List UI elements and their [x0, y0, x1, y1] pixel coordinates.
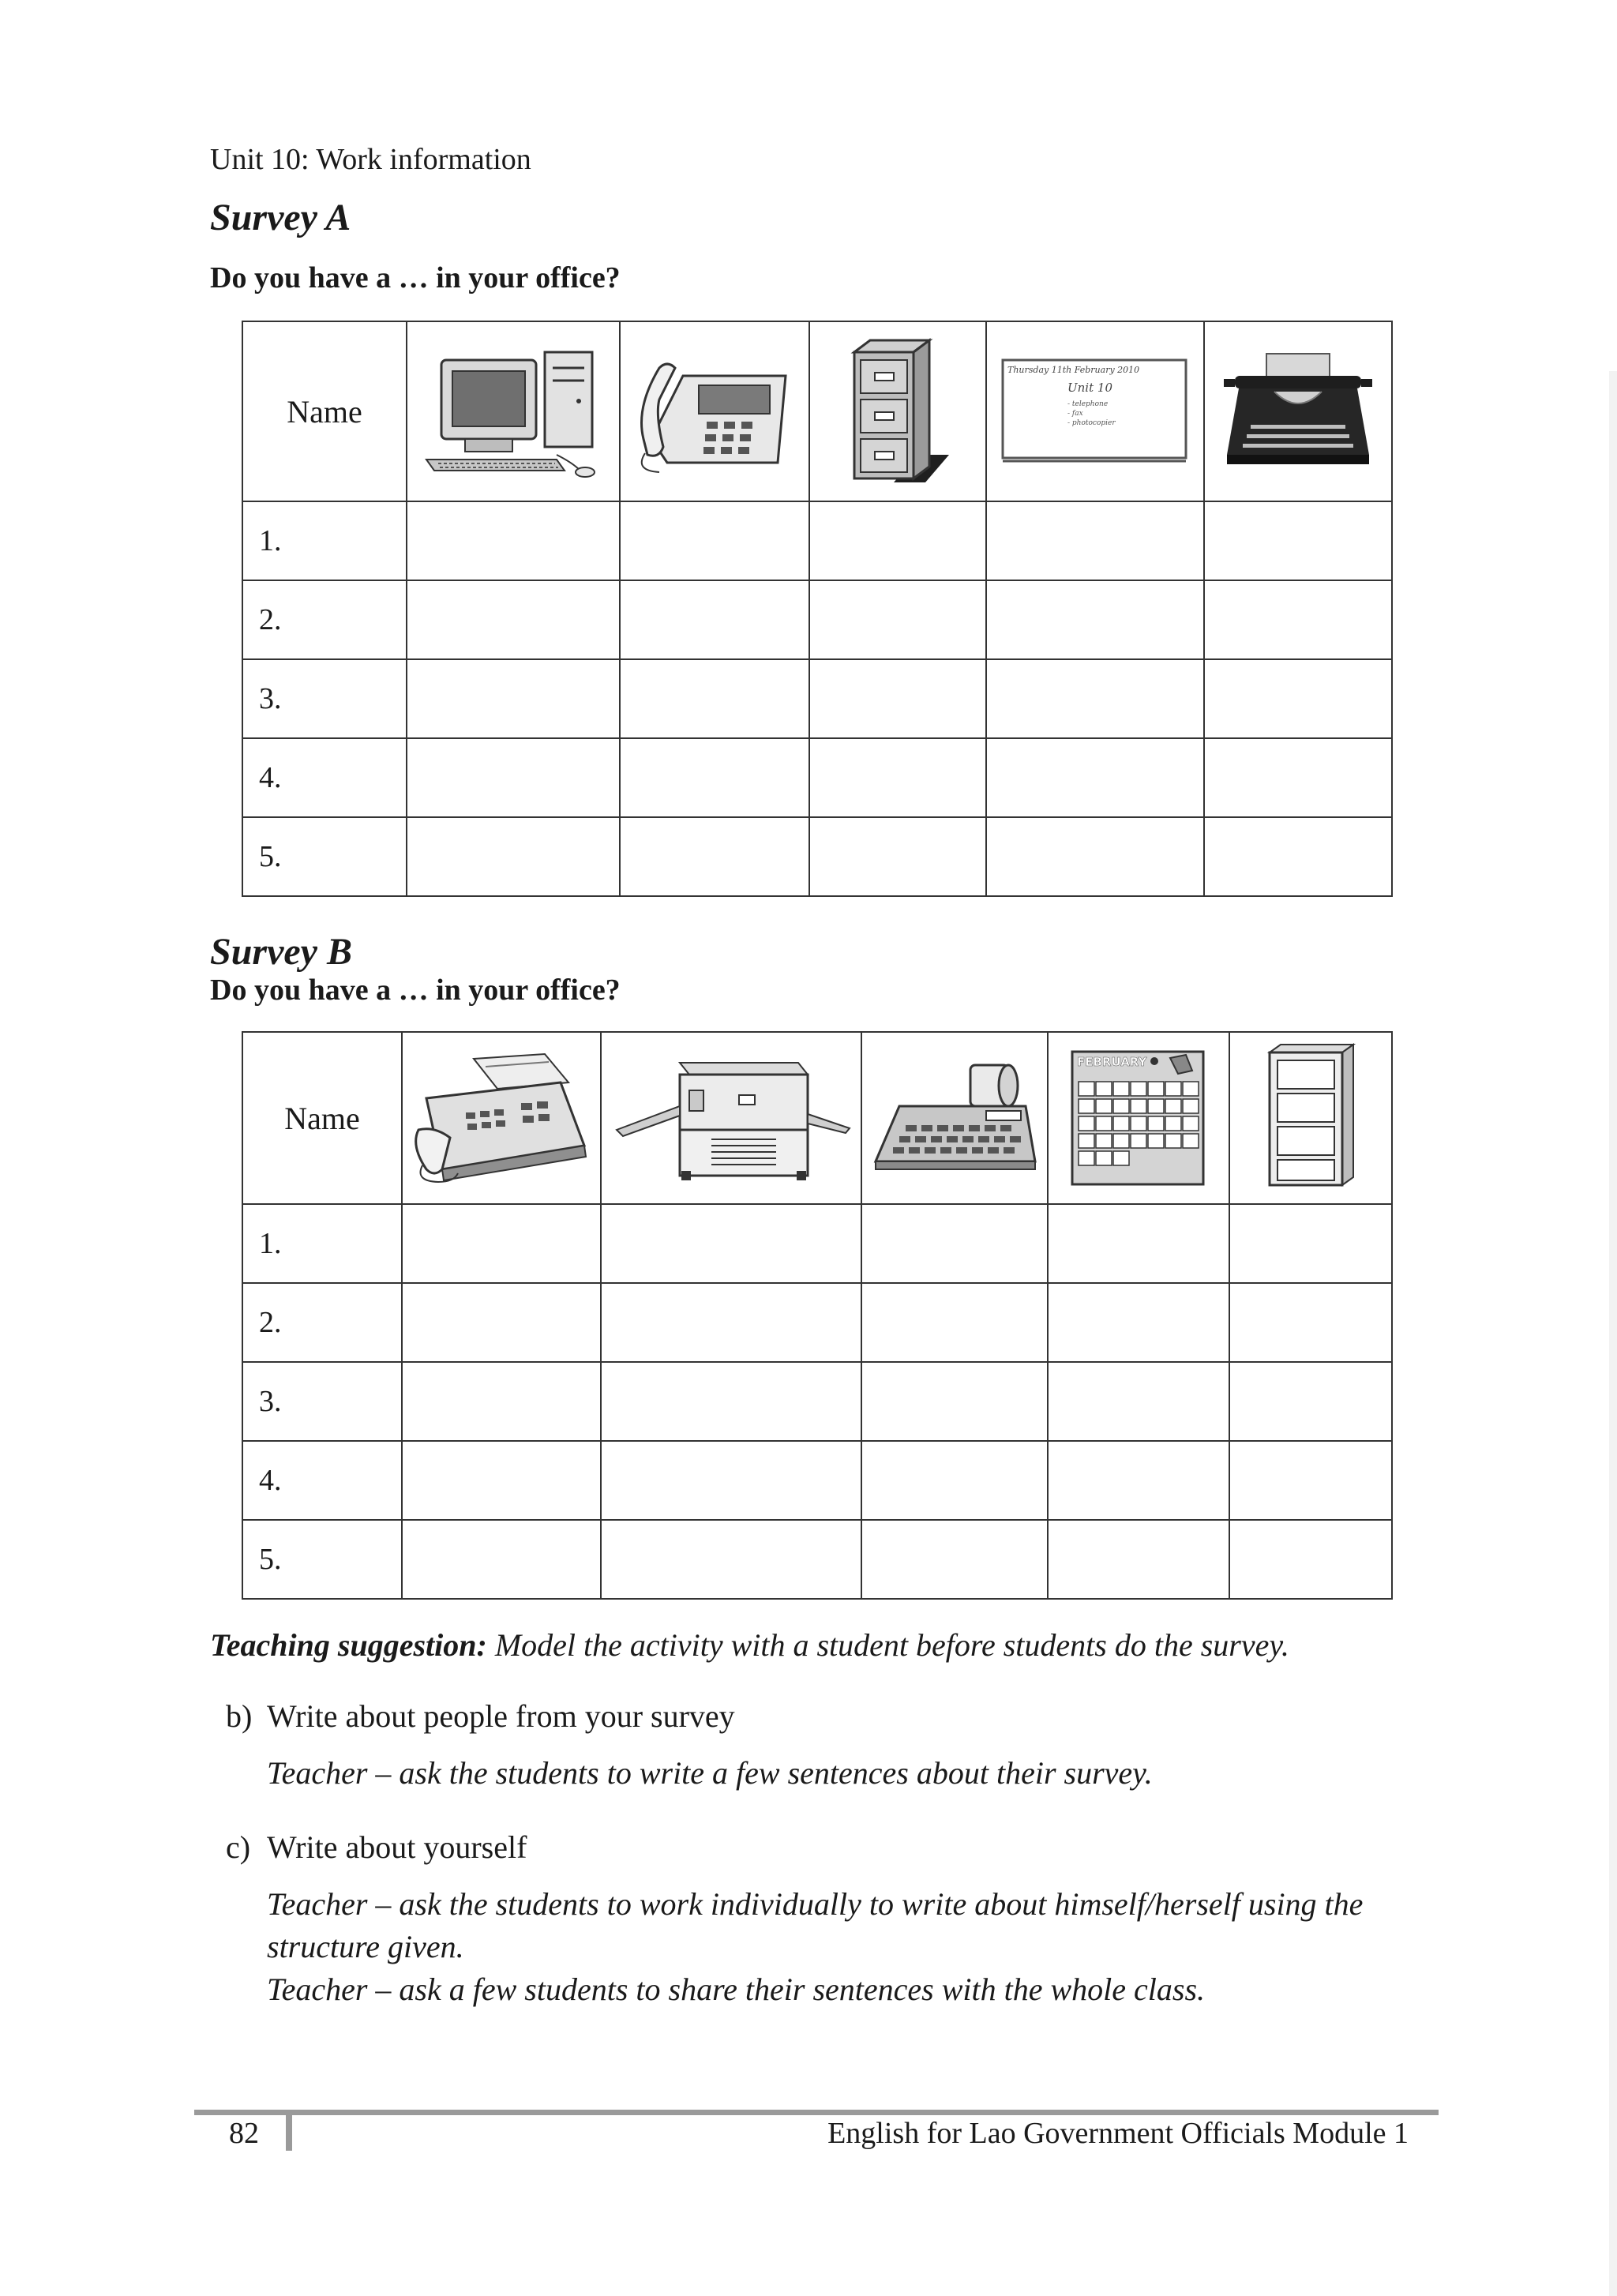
- answer-cell[interactable]: [809, 738, 986, 817]
- answer-cell[interactable]: [402, 1204, 601, 1283]
- page-number: 82: [229, 2117, 259, 2150]
- activity-b: [226, 1698, 735, 1735]
- calendar-cell: [1048, 1032, 1229, 1204]
- calendar-icon: [1067, 1047, 1210, 1189]
- photocopier-icon: [609, 1051, 854, 1185]
- teaching-suggestion: [210, 1626, 1289, 1664]
- activity-c-text: Write about yourself: [267, 1829, 527, 1865]
- computer-icon: [422, 344, 604, 478]
- whiteboard-icon: [996, 352, 1194, 471]
- row-number: 2.: [242, 1283, 402, 1362]
- answer-cell[interactable]: [601, 1362, 861, 1441]
- whiteboard-line-3: - photocopier: [1067, 419, 1116, 427]
- calculator-cell: [861, 1032, 1048, 1204]
- survey-a-title: Survey A: [210, 197, 351, 238]
- answer-cell[interactable]: [407, 817, 620, 896]
- footer-rule: [194, 2110, 1439, 2115]
- answer-cell[interactable]: [1204, 580, 1392, 659]
- survey-a-question: Do you have a … in your office?: [210, 261, 621, 295]
- table-row: [242, 501, 1392, 580]
- activity-c-note-3: Teacher – ask a few students to share their sentences with the whole class.: [267, 1971, 1206, 2007]
- answer-cell[interactable]: [1204, 659, 1392, 738]
- survey-a-name-header: Name: [242, 321, 407, 501]
- teaching-suggestion-label: Teaching suggestion:: [210, 1627, 487, 1663]
- answer-cell[interactable]: [809, 501, 986, 580]
- answer-cell[interactable]: [407, 659, 620, 738]
- survey-b-table: [242, 1031, 1393, 1600]
- answer-cell[interactable]: [986, 501, 1204, 580]
- activity-b-label: b): [226, 1698, 253, 1734]
- book-title: English for Lao Government Officials Module 1: [827, 2117, 1409, 2150]
- answer-cell[interactable]: [601, 1204, 861, 1283]
- telephone-icon: [636, 344, 793, 478]
- table-row: [242, 1204, 1392, 1283]
- answer-cell[interactable]: [1048, 1441, 1229, 1520]
- answer-cell[interactable]: [861, 1362, 1048, 1441]
- whiteboard-date: Thursday 11th February 2010: [1007, 365, 1140, 375]
- table-row: [242, 1283, 1392, 1362]
- answer-cell[interactable]: [601, 1441, 861, 1520]
- table-row: [242, 1441, 1392, 1520]
- table-row: [242, 580, 1392, 659]
- answer-cell[interactable]: [620, 817, 809, 896]
- survey-b-name-header: Name: [242, 1032, 402, 1204]
- row-number: 2.: [242, 580, 407, 659]
- table-row: [242, 1362, 1392, 1441]
- answer-cell[interactable]: [402, 1441, 601, 1520]
- row-number: 4.: [242, 1441, 402, 1520]
- answer-cell[interactable]: [402, 1362, 601, 1441]
- answer-cell[interactable]: [407, 501, 620, 580]
- answer-cell[interactable]: [1048, 1204, 1229, 1283]
- answer-cell[interactable]: [1048, 1362, 1229, 1441]
- activity-c-note-1: Teacher – ask the students to work individually to write about himself/herself using the: [267, 1886, 1364, 1922]
- answer-cell[interactable]: [1229, 1520, 1392, 1599]
- fax-machine-cell: [402, 1032, 601, 1204]
- answer-cell[interactable]: [809, 817, 986, 896]
- survey-b-title: Survey B: [210, 931, 352, 973]
- survey-a-header-row: [242, 321, 1392, 501]
- row-number: 1.: [242, 1204, 402, 1283]
- activity-c-label: c): [226, 1829, 251, 1865]
- calculator-icon: [868, 1059, 1041, 1177]
- answer-cell[interactable]: [1229, 1204, 1392, 1283]
- photocopier-cell: [601, 1032, 861, 1204]
- answer-cell[interactable]: [986, 817, 1204, 896]
- whiteboard-line-2: - fax: [1067, 410, 1083, 418]
- typewriter-cell: [1204, 321, 1392, 501]
- fax-machine-icon: [411, 1051, 592, 1185]
- answer-cell[interactable]: [620, 501, 809, 580]
- survey-b-header-row: [242, 1032, 1392, 1204]
- answer-cell[interactable]: [986, 659, 1204, 738]
- computer-cell: [407, 321, 620, 501]
- bookshelf-icon: [1263, 1043, 1358, 1193]
- calendar-month: FEBRUARY: [1077, 1055, 1147, 1069]
- unit-title: Unit 10: Work information: [210, 143, 531, 176]
- survey-a-table: [242, 321, 1393, 897]
- activity-c: [226, 1829, 527, 1866]
- answer-cell[interactable]: [407, 580, 620, 659]
- row-number: 1.: [242, 501, 407, 580]
- whiteboard-cell: [986, 321, 1204, 501]
- page-edge-shadow: [1609, 371, 1617, 2296]
- row-number: 3.: [242, 1362, 402, 1441]
- answer-cell[interactable]: [1204, 501, 1392, 580]
- whiteboard-line-1: - telephone: [1067, 400, 1109, 408]
- answer-cell[interactable]: [402, 1283, 601, 1362]
- answer-cell[interactable]: [861, 1520, 1048, 1599]
- activity-c-note-2: structure given.: [267, 1929, 464, 1964]
- answer-cell[interactable]: [1204, 738, 1392, 817]
- answer-cell[interactable]: [620, 659, 809, 738]
- answer-cell[interactable]: [809, 580, 986, 659]
- answer-cell[interactable]: [861, 1441, 1048, 1520]
- answer-cell[interactable]: [1229, 1283, 1392, 1362]
- typewriter-icon: [1219, 352, 1377, 471]
- answer-cell[interactable]: [402, 1520, 601, 1599]
- activity-b-text: Write about people from your survey: [267, 1698, 735, 1734]
- row-number: 5.: [242, 817, 407, 896]
- filing-cabinet-cell: [809, 321, 986, 501]
- answer-cell[interactable]: [620, 580, 809, 659]
- answer-cell[interactable]: [601, 1283, 861, 1362]
- table-row: [242, 1520, 1392, 1599]
- teaching-suggestion-text: Model the activity with a student before students do the survey.: [486, 1627, 1289, 1663]
- bookshelf-cell: [1229, 1032, 1392, 1204]
- answer-cell[interactable]: [1229, 1362, 1392, 1441]
- answer-cell[interactable]: [1229, 1441, 1392, 1520]
- row-number: 5.: [242, 1520, 402, 1599]
- telephone-cell: [620, 321, 809, 501]
- answer-cell[interactable]: [986, 738, 1204, 817]
- survey-b-question: Do you have a … in your office?: [210, 974, 621, 1007]
- table-row: [242, 659, 1392, 738]
- table-row: [242, 817, 1392, 896]
- answer-cell[interactable]: [809, 659, 986, 738]
- answer-cell[interactable]: [620, 738, 809, 817]
- answer-cell[interactable]: [407, 738, 620, 817]
- answer-cell[interactable]: [986, 580, 1204, 659]
- answer-cell[interactable]: [861, 1204, 1048, 1283]
- table-row: [242, 738, 1392, 817]
- answer-cell[interactable]: [1048, 1520, 1229, 1599]
- answer-cell[interactable]: [1048, 1283, 1229, 1362]
- row-number: 3.: [242, 659, 407, 738]
- whiteboard-heading: Unit 10: [1067, 381, 1112, 395]
- row-number: 4.: [242, 738, 407, 817]
- answer-cell[interactable]: [861, 1283, 1048, 1362]
- answer-cell[interactable]: [1204, 817, 1392, 896]
- activity-b-note: Teacher – ask the students to write a few sentences about their survey.: [267, 1755, 1153, 1791]
- filing-cabinet-icon: [831, 336, 965, 486]
- footer-divider: [286, 2110, 292, 2151]
- answer-cell[interactable]: [601, 1520, 861, 1599]
